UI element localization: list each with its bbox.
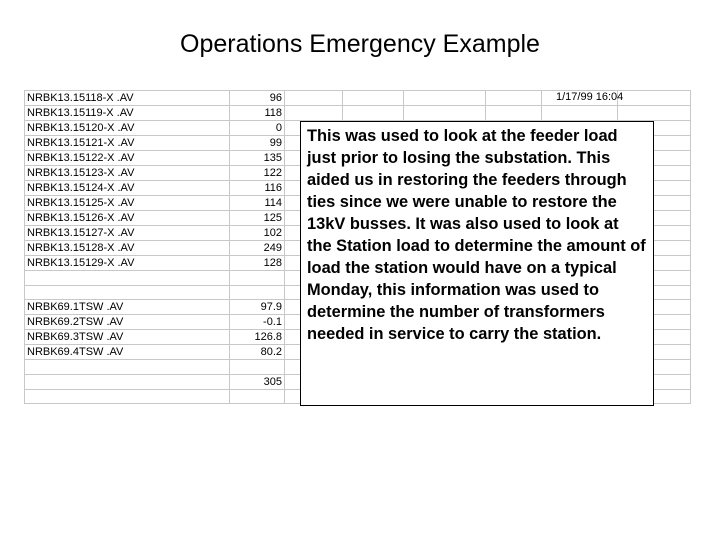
value-cell[interactable]: 114 — [230, 196, 285, 211]
empty-cell[interactable] — [404, 106, 486, 121]
point-name-cell[interactable]: NRBK13.15126-X .AV — [25, 211, 230, 226]
point-name-cell[interactable]: NRBK13.15129-X .AV — [25, 256, 230, 271]
note-textbox: This was used to look at the feeder load just prior to losing the substation. This aided us in restoring the feeders through ties since we were unable to restore the 13kV busses. It was also used to look at the Station load to determine the amount of load the station would have on a typical Monday, this information was used to determine the number of transformers needed in service to carry the station. — [300, 121, 654, 406]
table-row — [25, 106, 691, 121]
point-name-cell[interactable]: NRBK13.15119-X .AV — [25, 106, 230, 121]
value-cell[interactable]: 249 — [230, 241, 285, 256]
value-cell[interactable] — [230, 271, 285, 286]
value-cell[interactable]: 305 — [230, 374, 285, 389]
empty-cell[interactable] — [486, 91, 542, 106]
value-cell[interactable]: -0.1 — [230, 315, 285, 330]
point-name-cell[interactable] — [25, 389, 230, 404]
point-name-cell[interactable]: NRBK13.15122-X .AV — [25, 151, 230, 166]
point-name-cell[interactable]: NRBK13.15124-X .AV — [25, 181, 230, 196]
slide-title: Operations Emergency Example — [180, 30, 540, 58]
empty-cell[interactable] — [618, 106, 691, 121]
empty-cell[interactable] — [285, 91, 343, 106]
point-name-cell[interactable] — [25, 285, 230, 300]
value-cell[interactable]: 97.9 — [230, 300, 285, 315]
value-cell[interactable] — [230, 285, 285, 300]
point-name-cell[interactable] — [25, 374, 230, 389]
value-cell[interactable]: 118 — [230, 106, 285, 121]
empty-cell[interactable] — [542, 106, 618, 121]
value-cell[interactable]: 122 — [230, 166, 285, 181]
value-cell[interactable]: 128 — [230, 256, 285, 271]
value-cell[interactable]: 125 — [230, 211, 285, 226]
point-name-cell[interactable]: NRBK13.15125-X .AV — [25, 196, 230, 211]
value-cell[interactable]: 80.2 — [230, 345, 285, 360]
value-cell[interactable]: 102 — [230, 226, 285, 241]
point-name-cell[interactable]: NRBK13.15118-X .AV — [25, 91, 230, 106]
point-name-cell[interactable]: NRBK13.15120-X .AV — [25, 121, 230, 136]
point-name-cell[interactable]: NRBK13.15123-X .AV — [25, 166, 230, 181]
point-name-cell[interactable]: NRBK13.15127-X .AV — [25, 226, 230, 241]
timestamp: 1/17/99 16:04 — [556, 91, 624, 103]
point-name-cell[interactable]: NRBK69.4TSW .AV — [25, 345, 230, 360]
empty-cell[interactable] — [343, 106, 404, 121]
value-cell[interactable]: 126.8 — [230, 330, 285, 345]
point-name-cell[interactable]: NRBK69.1TSW .AV — [25, 300, 230, 315]
empty-cell[interactable] — [343, 91, 404, 106]
empty-cell[interactable] — [404, 91, 486, 106]
value-cell[interactable]: 135 — [230, 151, 285, 166]
value-cell[interactable]: 0 — [230, 121, 285, 136]
point-name-cell[interactable] — [25, 271, 230, 286]
empty-cell[interactable] — [486, 106, 542, 121]
value-cell[interactable]: 99 — [230, 136, 285, 151]
value-cell[interactable]: 96 — [230, 91, 285, 106]
value-cell[interactable] — [230, 389, 285, 404]
empty-cell[interactable] — [285, 106, 343, 121]
point-name-cell[interactable]: NRBK13.15128-X .AV — [25, 241, 230, 256]
value-cell[interactable]: 116 — [230, 181, 285, 196]
point-name-cell[interactable] — [25, 360, 230, 375]
point-name-cell[interactable]: NRBK69.2TSW .AV — [25, 315, 230, 330]
value-cell[interactable] — [230, 360, 285, 375]
point-name-cell[interactable]: NRBK69.3TSW .AV — [25, 330, 230, 345]
point-name-cell[interactable]: NRBK13.15121-X .AV — [25, 136, 230, 151]
